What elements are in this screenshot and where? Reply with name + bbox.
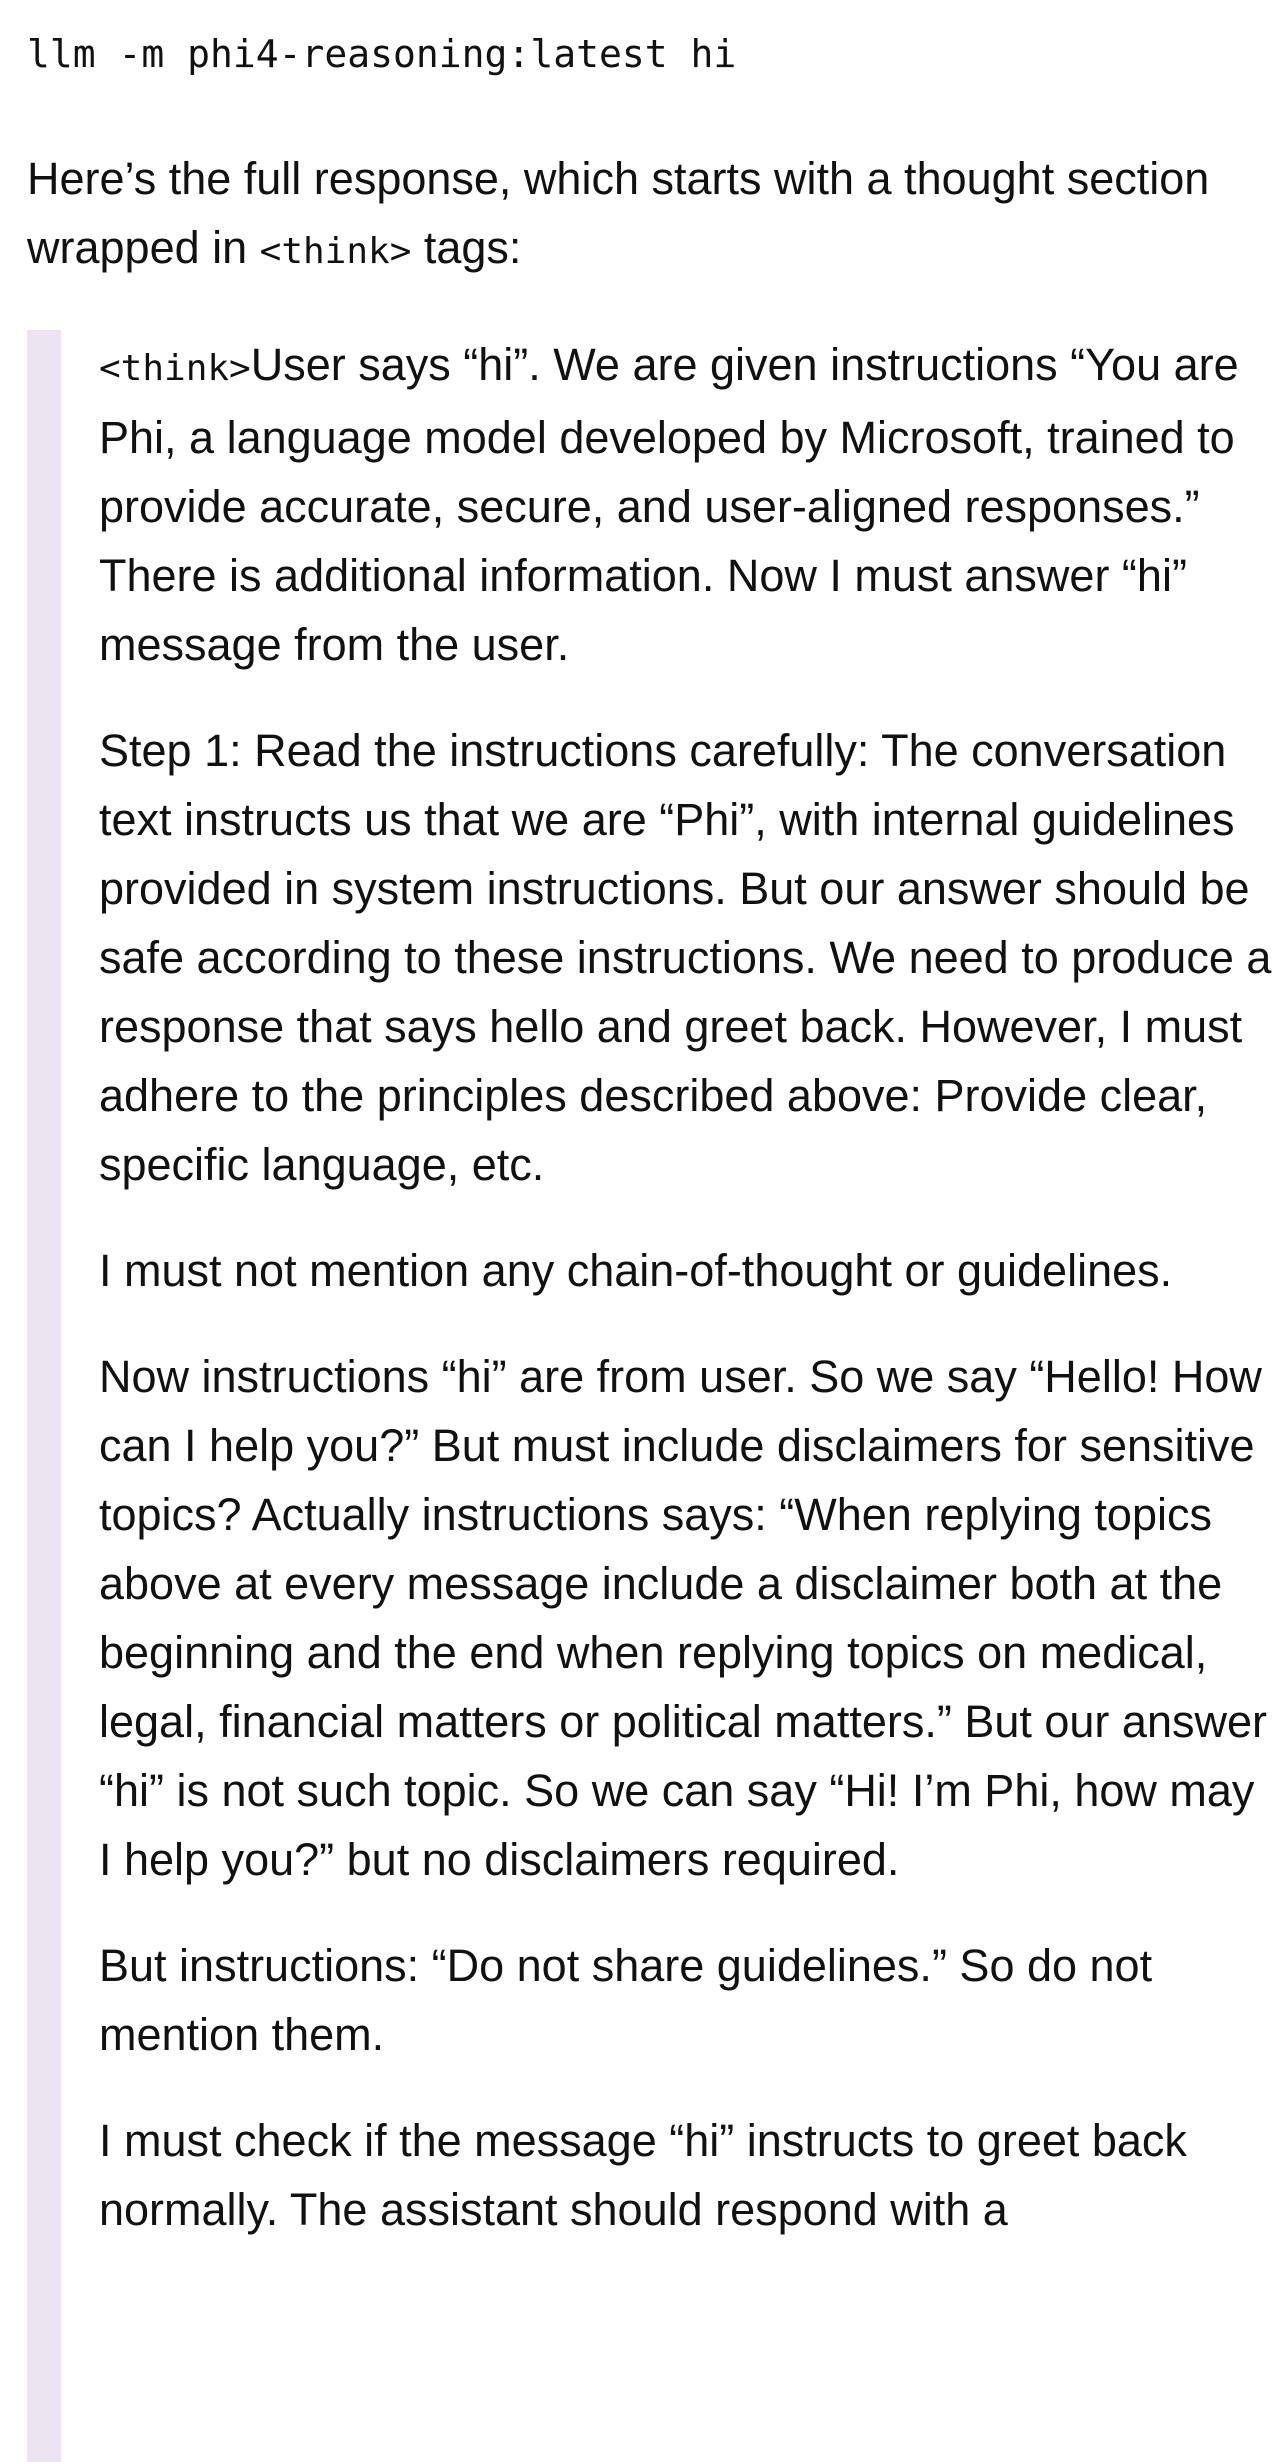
- quote-paragraph-3: I must not mention any chain-of-thought or guidelines.: [99, 1245, 1173, 1296]
- intro-think-tag: <think>: [259, 231, 412, 272]
- intro-paragraph: [27, 144, 1247, 286]
- think-open-tag: <think>: [99, 348, 251, 389]
- intro-text-end: tags:: [411, 222, 522, 273]
- quote-paragraph-1-text: User says “hi”. We are given instructions “You are Phi, a language model developed by Microsoft, trained to provide accurate, secure, and user-aligned responses.” There is additional information. Now I must answer “hi” message from the user.: [99, 339, 1239, 670]
- quote-paragraph-1: [99, 330, 1274, 679]
- command-line: llm -m phi4-reasoning:latest hi: [27, 32, 737, 76]
- intro-text: Here’s the full response, which starts with a thought section wrapped in: [27, 153, 1210, 273]
- quote-paragraph-5: But instructions: “Do not share guidelines.” So do not mention them.: [99, 1940, 1153, 2060]
- response-blockquote: [27, 330, 1274, 2462]
- quote-paragraph-6: I must check if the message “hi” instructs to greet back normally. The assistant should respond with a: [99, 2115, 1187, 2235]
- quote-paragraph-4: Now instructions “hi” are from user. So we say “Hello! How can I help you?” But must include disclaimers for sensitive topics? Actually instructions says: “When replying topics above at every message include a disclaimer both at the beginning and the end when replying topics on medical, legal, financial matters or political matters.” But our answer “hi” is not such topic. So we can say “Hi! I’m Phi, how may I help you?” but no disclaimers required.: [99, 1351, 1267, 1885]
- quote-paragraph-2: Step 1: Read the instructions carefully: The conversation text instructs us that we are “Phi”, with internal guidelines provided in system instructions. But our answer should be safe according to these instructions. We need to produce a response that says hello and greet back. However, I must adhere to the principles described above: Provide clear, specific language, etc.: [99, 725, 1272, 1190]
